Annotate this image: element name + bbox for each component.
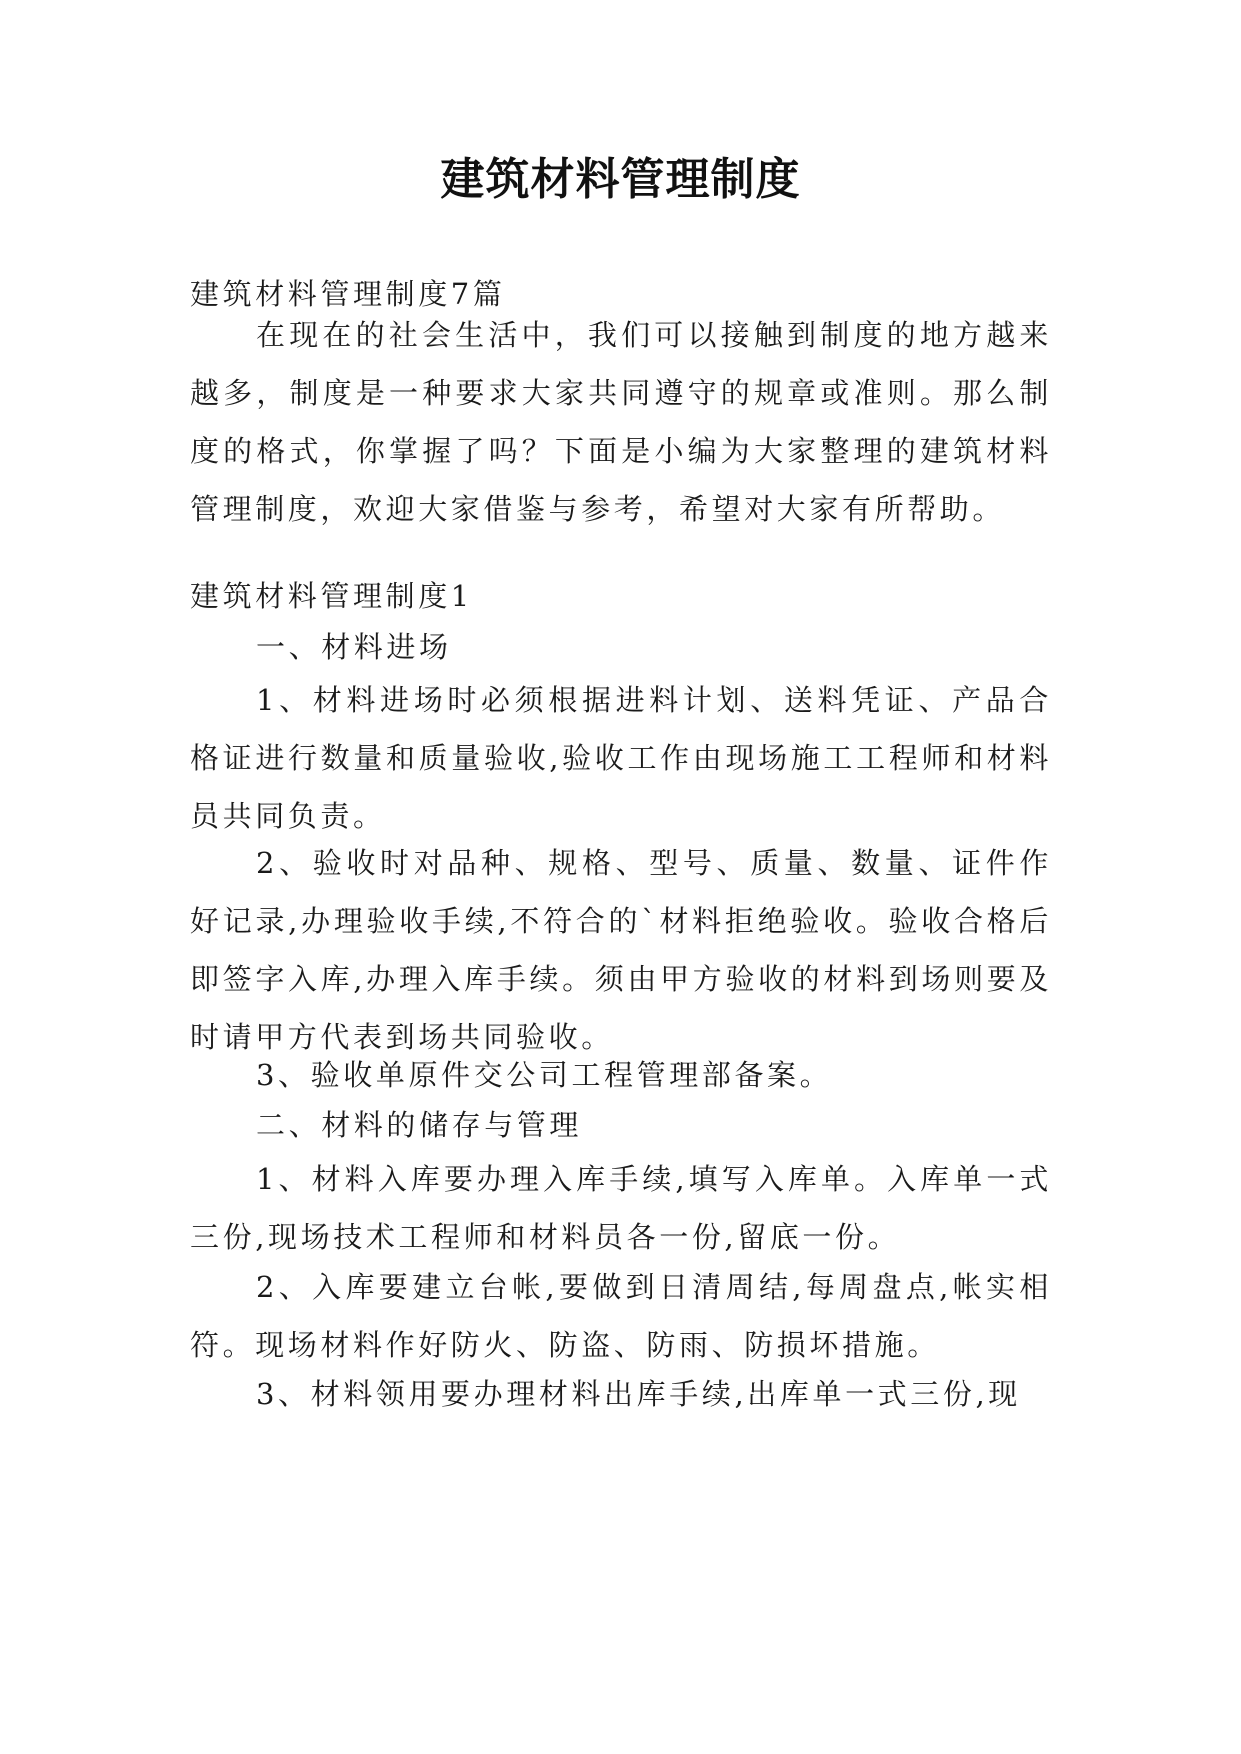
body-paragraph: 1、材料进场时必须根据进料计划、送料凭证、产品合格证进行数量和质量验收,验收工作由现场施工工程师和材料员共同负责。 bbox=[190, 683, 1052, 833]
body-paragraph: 2、入库要建立台帐,要做到日清周结,每周盘点,帐实相符。现场材料作好防火、防盗、防雨、防损坏措施。 bbox=[190, 1270, 1052, 1362]
document-subtitle: 建筑材料管理制度7篇 bbox=[190, 277, 506, 311]
document-title: 建筑材料管理制度 bbox=[440, 154, 801, 205]
body-paragraph: 3、验收单原件交公司工程管理部备案。 bbox=[256, 1058, 833, 1092]
body-paragraph: 3、材料领用要办理材料出库手续,出库单一式三份,现 bbox=[256, 1377, 1021, 1411]
subsection-heading: 一、材料进场 bbox=[256, 630, 452, 664]
section-heading: 建筑材料管理制度1 bbox=[190, 579, 473, 613]
body-paragraph: 1、材料入库要办理入库手续,填写入库单。入库单一式三份,现场技术工程师和材料员各一份,留底一份。 bbox=[190, 1162, 1052, 1254]
intro-paragraph: 在现在的社会生活中，我们可以接触到制度的地方越来越多，制度是一种要求大家共同遵守的规章或准则。那么制度的格式，你掌握了吗？下面是小编为大家整理的建筑材料管理制度，欢迎大家借鉴与参考，希望对大家有所帮助。 bbox=[190, 318, 1052, 526]
body-paragraph: 2、验收时对品种、规格、型号、质量、数量、证件作好记录,办理验收手续,不符合的`材料拒绝验收。验收合格后即签字入库,办理入库手续。须由甲方验收的材料到场则要及时请甲方代表到场共同验收。 bbox=[190, 846, 1052, 1054]
subsection-heading: 二、材料的储存与管理 bbox=[256, 1108, 583, 1142]
